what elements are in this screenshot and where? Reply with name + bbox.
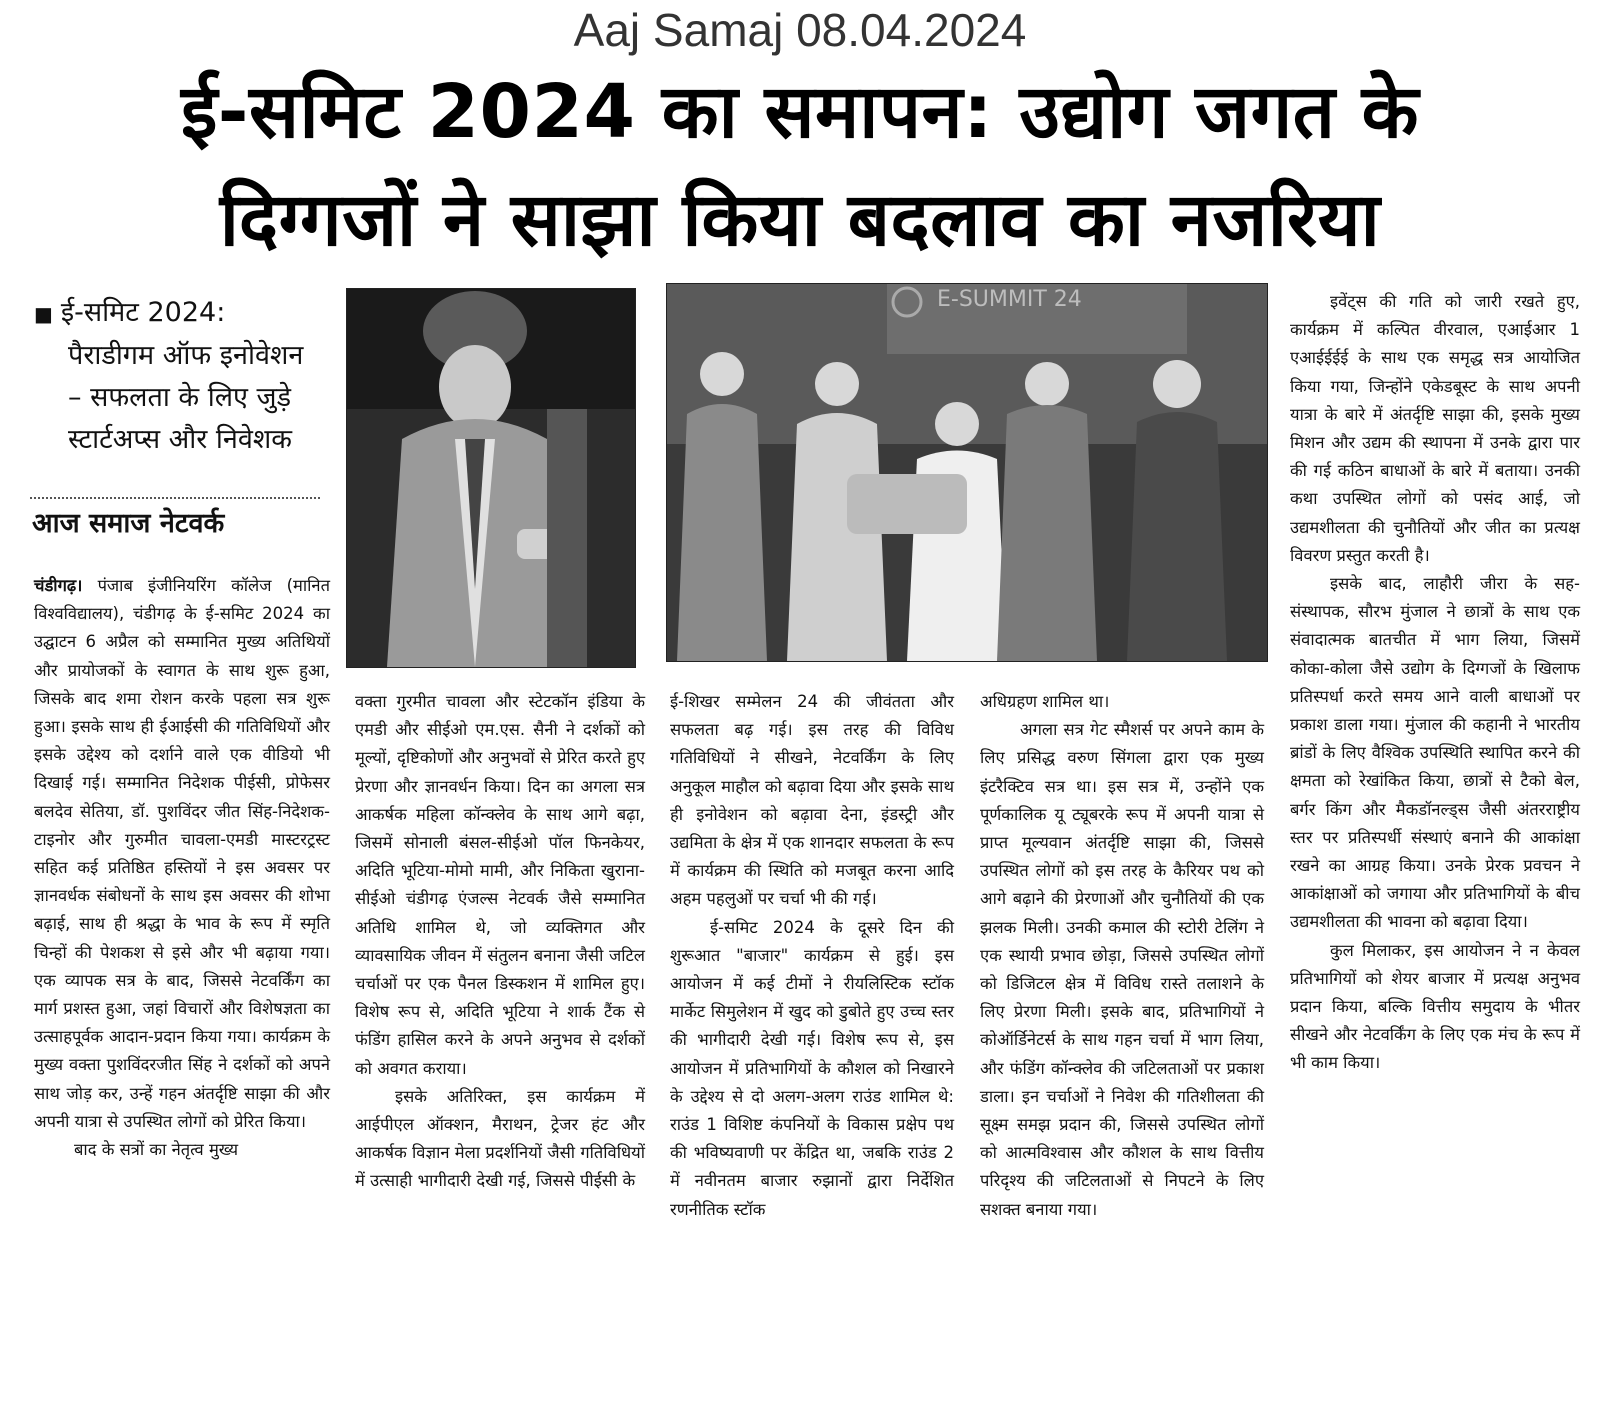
photo-group <box>666 283 1268 662</box>
headline-line-2: दिग्गजों ने साझा किया बदलाव का नजरिया <box>219 177 1381 263</box>
photo-banner-text: E-SUMMIT 24 <box>937 287 1082 312</box>
dotted-divider <box>30 497 320 499</box>
photo-group-image <box>667 284 1267 661</box>
article-column-1 <box>34 572 330 1164</box>
newspaper-source-date: Aaj Samaj 08.04.2024 <box>573 4 1027 56</box>
article-column-3 <box>670 688 954 1224</box>
article-column-1-text: पंजाब इंजीनियरिंग कॉलेज (मानित विश्वविद्यालय), चंडीगढ़ के ई-समिट 2024 का उद्घाटन 6 अप्रैल को सम्मानित मुख्य अतिथियों और प्रायोजकों के स्वागत के साथ शुरू हुआ, जिसके बाद शमा रोशन करके पहला सत्र शुरू हुआ। इसके साथ ही ईआईसी की गतिविधियों और इसके उद्देश्य को दर्शाने वाले एक वीडियो भी दिखाई गई। सम्मानित निदेशक पीईसी, प्रोफेसर बलदेव सेतिया, डॉ. पुशविंदर जीत सिंह-निदेशक-टाइनोर और गुरुमीत चावला-एमडी मास्टरट्रस्ट सहित कई प्रतिष्ठित हस्तियों ने इस अवसर पर ज्ञानवर्धक संबोधनों के साथ इस अवसर की शोभा बढ़ाई, साथ ही श्रद्धा के भाव के रूप में स्मृति चिन्हों की पेशकश से इसे और भी बढ़ाया गया। एक व्यापक सत्र के बाद, जिससे नेटवर्किंग का मार्ग प्रशस्त हुआ, जहां विचारों और विशेषज्ञता का उत्साहपूर्वक आदान-प्रदान किया गया। कार्यक्रम के मुख्य वक्ता पुशविंदरजीत सिंह ने दर्शकों को अपने साथ जोड़ कर, उन्हें गहन अंतर्दृष्टि साझा की और अपनी यात्रा से उपस्थित लोगों को प्रेरित किया। <box>34 576 330 1131</box>
photo-speaker-image <box>347 289 635 667</box>
article-column-4 <box>980 688 1264 1224</box>
article-column-4-paragraph-1: अधिग्रहण शामिल था। <box>980 692 1110 711</box>
article-column-5-paragraph-1: इवेंट्स की गति को जारी रखते हुए, कार्यक्रम में कल्पित वीरवाल, एआईआर 1 एआईईईई के साथ एक समृद्ध सत्र आयोजित किया गया, जिन्होंने एकेडबूस्ट के साथ अपनी यात्रा के बारे में अंतर्दृष्टि साझा की, इसके मुख्य मिशन और उद्यम की स्थापना में उनके द्वारा पार की गई कठिन बाधाओं के बारे में बताया। उनकी कथा उपस्थित लोगों को पसंद आई, जो उद्यमशीलता की चुनौतियों और जीत का प्रत्यक्ष विवरण प्रस्तुत करती है। <box>1290 292 1580 565</box>
article-column-4-paragraph-2: अगला सत्र गेट स्मैशर्स पर अपने काम के लिए प्रसिद्ध वरुण सिंगला द्वारा एक मुख्य इंटरैक्टिव सत्र था। इस सत्र में, उन्होंने एक पूर्णकालिक यू ट्यूबरके रूप में अपनी यात्रा से प्राप्त मूल्यवान अंतर्दृष्टि साझा की, जिससे उपस्थित लोगों को इस तरह के कैरियर पथ को आगे बढ़ाने की प्रेरणाओं और चुनौतियों की एक झलक मिली। उनकी कमाल की स्टोरी टेलिंग ने एक स्थायी प्रभाव छोड़ा, जिससे उपस्थित लोगों को डिजिटल क्षेत्र में विविध रास्ते तलाशने के लिए प्रेरणा मिली। इसके बाद, प्रतिभागियों ने कोऑर्डिनेटर्स के साथ गहन चर्चा में भाग लिया, और फंडिंग कॉन्क्लेव की जटिलताओं पर प्रकाश डाला। इन चर्चाओं ने निवेश की गतिशीलता की सूक्ष्म समझ प्रदान की, जिससे उपस्थित लोगों को आत्मविश्वास और कौशल के साथ वित्तीय परिदृश्य की जटिलताओं से निपटने के लिए सशक्त बनाया गया। <box>980 720 1264 1219</box>
article-column-5-paragraph-3: कुल मिलाकर, इस आयोजन ने न केवल प्रतिभागियों को शेयर बाजार में प्रत्यक्ष अनुभव प्रदान किया, बल्कि वित्तीय समुदाय के भीतर सीखने और नेटवर्किंग के लिए एक मंच के रूप में भी काम किया। <box>1290 940 1580 1073</box>
article-column-2-paragraph-2: इसके अतिरिक्त, इस कार्यक्रम में आईपीएल ऑक्शन, मैराथन, ट्रेजर हंट और आकर्षक विज्ञान मेला प्रदर्शनियों जैसी गतिविधियों में उत्साही भागीदारी देखी गई, जिससे पीईसी के <box>355 1086 645 1191</box>
article-column-5-paragraph-2: इसके बाद, लाहौरी जीरा के सह-संस्थापक, सौरभ मुंजाल ने छात्रों के साथ एक संवादात्मक बातचीत में भाग लिया, जिसमें कोका-कोला जैसे उद्योग के दिग्गजों के खिलाफ प्रतिस्पर्धा करते समय आने वाली बाधाओं पर प्रकाश डाला गया। मुंजाल की कहानी ने भारतीय ब्रांडों के लिए वैश्विक उपस्थिति स्थापित करने की क्षमता को रेखांकित किया, छात्रों से टैको बेल, बर्गर किंग और मैकडॉनल्ड्स जैसी अंतरराष्ट्रीय स्तर पर प्रतिस्पर्धी संस्थाएं बनाने की आकांक्षा रखने का आग्रह किया। उनके प्रेरक प्रवचन ने आकांक्षाओं को जगाया और प्रतिभागियों के बीच उद्यमशीलता की भावना को बढ़ावा दिया। <box>1290 574 1580 932</box>
article-column-2 <box>355 688 645 1196</box>
article-column-5 <box>1290 288 1580 1078</box>
photo-speaker <box>346 288 636 668</box>
article-column-3-paragraph-2: ई-समिट 2024 के दूसरे दिन की शुरूआत "बाजार" कार्यक्रम से हुई। इस आयोजन में कई टीमों ने रीयलिस्टिक स्टॉक मार्केट सिमुलेशन में खुद को डुबोते हुए उच्च स्तर की भागीदारी देखी गई। विशेष रूप से, इस आयोजन में प्रतिभागियों के कौशल को निखारने के उद्देश्य से दो अलग-अलग राउंड शामिल थे: राउंड 1 विशिष्ट कंपनियों के विकास प्रक्षेप पथ की भविष्यवाणी पर केंद्रित था, जबकि राउंड 2 में नवीनतम बाजार रुझानों द्वारा निर्देशित रणनीतिक स्टॉक <box>670 917 954 1219</box>
article-column-1-paragraph-2: बाद के सत्रों का नेतृत्व मुख्य <box>74 1140 239 1160</box>
article-column-2-paragraph-1: वक्ता गुरमीत चावला और स्टेटकॉन इंडिया के एमडी और सीईओ एम.एस. सैनी ने दर्शकों को मूल्यों, दृष्टिकोणों और अनुभवों से प्रेरित करते हुए प्रेरणा और ज्ञानवर्धन किया। दिन का अगला सत्र आकर्षक महिला कॉन्क्लेव के साथ आगे बढ़ा, जिसमें सोनाली बंसल-सीईओ पॉल फिनकेयर, अदिति भूटिया-मोमो मामी, और निकिता खुराना-सीईओ चंडीगढ़ एंजल्स नेटवर्क जैसे सम्मानित अतिथि शामिल थे, जो व्यक्तिगत और व्यावसायिक जीवन में संतुलन बनाना जैसी जटिल चर्चाओं पर एक पैनल डिस्कशन में शामिल हुए। विशेष रूप से, अदिति भूटिया ने शार्क टैंक से फंडिंग हासिल करने के अपने अनुभव से दर्शकों को अवगत कराया। <box>355 692 645 1078</box>
kicker-first-line: ई-समिट 2024: <box>60 297 226 328</box>
kicker-rest: पैराडीगम ऑफ इनोवेशन – सफलता के लिए जुड़े स्टार्टअप्स और निवेशक <box>68 339 304 455</box>
article-column-3-paragraph-1: ई-शिखर सम्मेलन 24 की जीवंतता और सफलता बढ़ गई। इस तरह की विविध गतिविधियों ने सीखने, नेटवर्किंग के लिए अनुकूल माहौल को बढ़ावा दिया और इसके साथ ही इनोवेशन को बढ़ावा देना, इंडस्ट्री और उद्यमिता के क्षेत्र में एक शानदार सफलता के रूप में कार्यक्रम की स्थिति को मजबूत करना आदि अहम पहलुओं पर चर्चा भी की गई। <box>670 692 954 909</box>
kicker-subheading <box>34 292 324 461</box>
headline <box>20 58 1580 283</box>
square-bullet-icon: ■ <box>34 301 53 326</box>
byline: आज समाज नेटवर्क <box>32 508 225 539</box>
dateline: चंडीगढ़। <box>34 576 83 595</box>
headline-line-1: ई-समिट 2024 का समापन: उद्योग जगत के <box>180 69 1420 155</box>
